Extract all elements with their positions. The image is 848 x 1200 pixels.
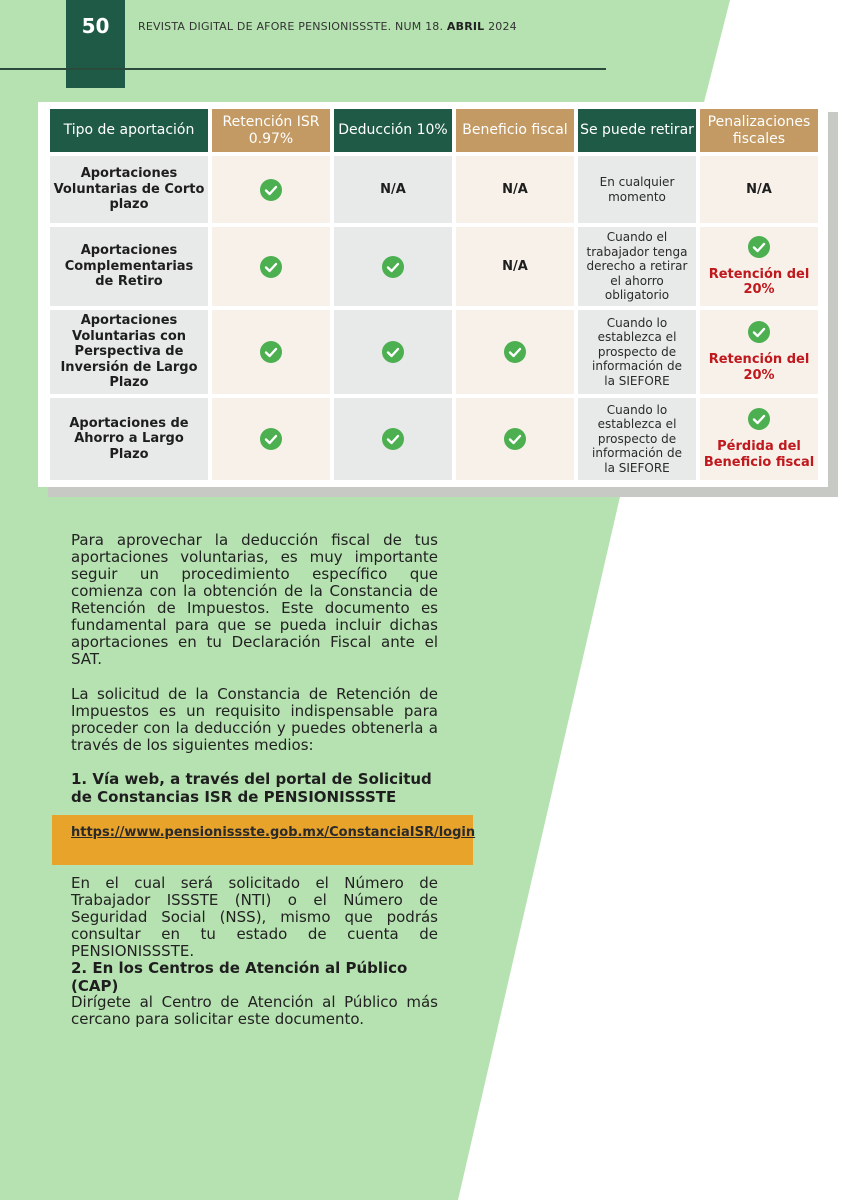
retiro-cell: En cualquier momento [578, 156, 696, 223]
table-cell [212, 156, 330, 223]
header-title [138, 20, 517, 33]
table-cell [212, 310, 330, 394]
penalty-text: Pérdida del Beneficio fiscal [703, 439, 815, 470]
heading-cap: 2. En los Centros de Atención al Público (CAP) [71, 959, 408, 995]
row-name: Aportaciones Voluntarias con Perspectiva de Inversión de Largo Plazo [50, 310, 208, 394]
check-icon [748, 321, 770, 343]
column-header-tipo: Tipo de aportación [50, 109, 208, 152]
paragraph-cap: Dirígete al Centro de Atención al Público más cercano para solicitar este documento. [71, 993, 438, 1028]
check-icon [382, 341, 404, 363]
na-cell: N/A [456, 227, 574, 306]
check-icon [504, 428, 526, 450]
check-icon [504, 341, 526, 363]
column-header-retirar: Se puede retirar [578, 109, 696, 152]
table-cell [212, 398, 330, 480]
magazine-name: REVISTA DIGITAL DE AFORE PENSIONISSSTE. NUM 18. [138, 20, 444, 33]
paragraph-solicitud: La solicitud de la Constancia de Retención de Impuestos es un requisito indispensable para proceder con la deducción y puedes obtenerla a través de los siguientes medios: [71, 685, 438, 754]
column-header-deduccion: Deducción 10% [334, 109, 452, 152]
table-cell [456, 398, 574, 480]
check-icon [260, 179, 282, 201]
check-icon [382, 256, 404, 278]
check-icon [260, 256, 282, 278]
row-name: Aportaciones Voluntarias de Corto plazo [50, 156, 208, 223]
table-cell [212, 227, 330, 306]
penalty-text: Retención del 20% [708, 266, 810, 297]
table-cell [334, 398, 452, 480]
check-icon [382, 428, 404, 450]
table-cell [334, 310, 452, 394]
issue-year: 2024 [488, 20, 517, 33]
row-name: Aportaciones Complementarias de Retiro [50, 227, 208, 306]
row-name: Aportaciones de Ahorro a Largo Plazo [50, 398, 208, 480]
check-icon [260, 341, 282, 363]
penalty-cell [700, 227, 818, 306]
na-cell: N/A [334, 156, 452, 223]
paragraph-deduccion: Para aprovechar la deducción fiscal de tus aportaciones voluntarias, es muy importante seguir un procedimiento específico que comienza con la obtención de la Constancia de Retención de Impuestos. Este documento es fundamental para que se pueda incluir dichas aportaciones en tu Declaración Fiscal ante el SAT. [71, 531, 438, 668]
link-box [52, 815, 476, 865]
penalty-cell [700, 398, 818, 480]
table-cell [334, 227, 452, 306]
retiro-cell: Cuando lo establezca el prospecto de información de la SIEFORE [578, 398, 696, 480]
check-icon [748, 236, 770, 258]
na-cell: N/A [700, 156, 818, 223]
check-icon [260, 428, 282, 450]
table-cell [456, 310, 574, 394]
constancia-isr-link[interactable]: https://www.pensionissste.gob.mx/ConstanciaISR/login [71, 825, 476, 840]
check-icon [748, 408, 770, 430]
column-header-retencion-isr: Retención ISR 0.97% [212, 109, 330, 152]
comparison-table [38, 102, 828, 487]
column-header-penalizaciones: Penalizaciones fiscales [700, 109, 818, 152]
penalty-cell [700, 310, 818, 394]
column-header-beneficio: Beneficio fiscal [456, 109, 574, 152]
paragraph-nti: En el cual será solicitado el Número de Trabajador ISSSTE (NTI) o el Número de Seguridad Social (NSS), mismo que podrás consultar en tu estado de cuenta de PENSIONISSSTE. [71, 874, 438, 960]
na-cell: N/A [456, 156, 574, 223]
header-rule [0, 68, 606, 70]
issue-month: ABRIL [446, 20, 485, 33]
retiro-cell: Cuando el trabajador tenga derecho a retirar el ahorro obligatorio [578, 227, 696, 306]
penalty-text: Retención del 20% [708, 352, 810, 383]
heading-via-web: 1. Vía web, a través del portal de Solicitud de Constancias ISR de PENSIONISSSTE [71, 770, 432, 806]
retiro-cell: Cuando lo establezca el prospecto de información de la SIEFORE [578, 310, 696, 394]
page-number: 50 [81, 14, 110, 38]
